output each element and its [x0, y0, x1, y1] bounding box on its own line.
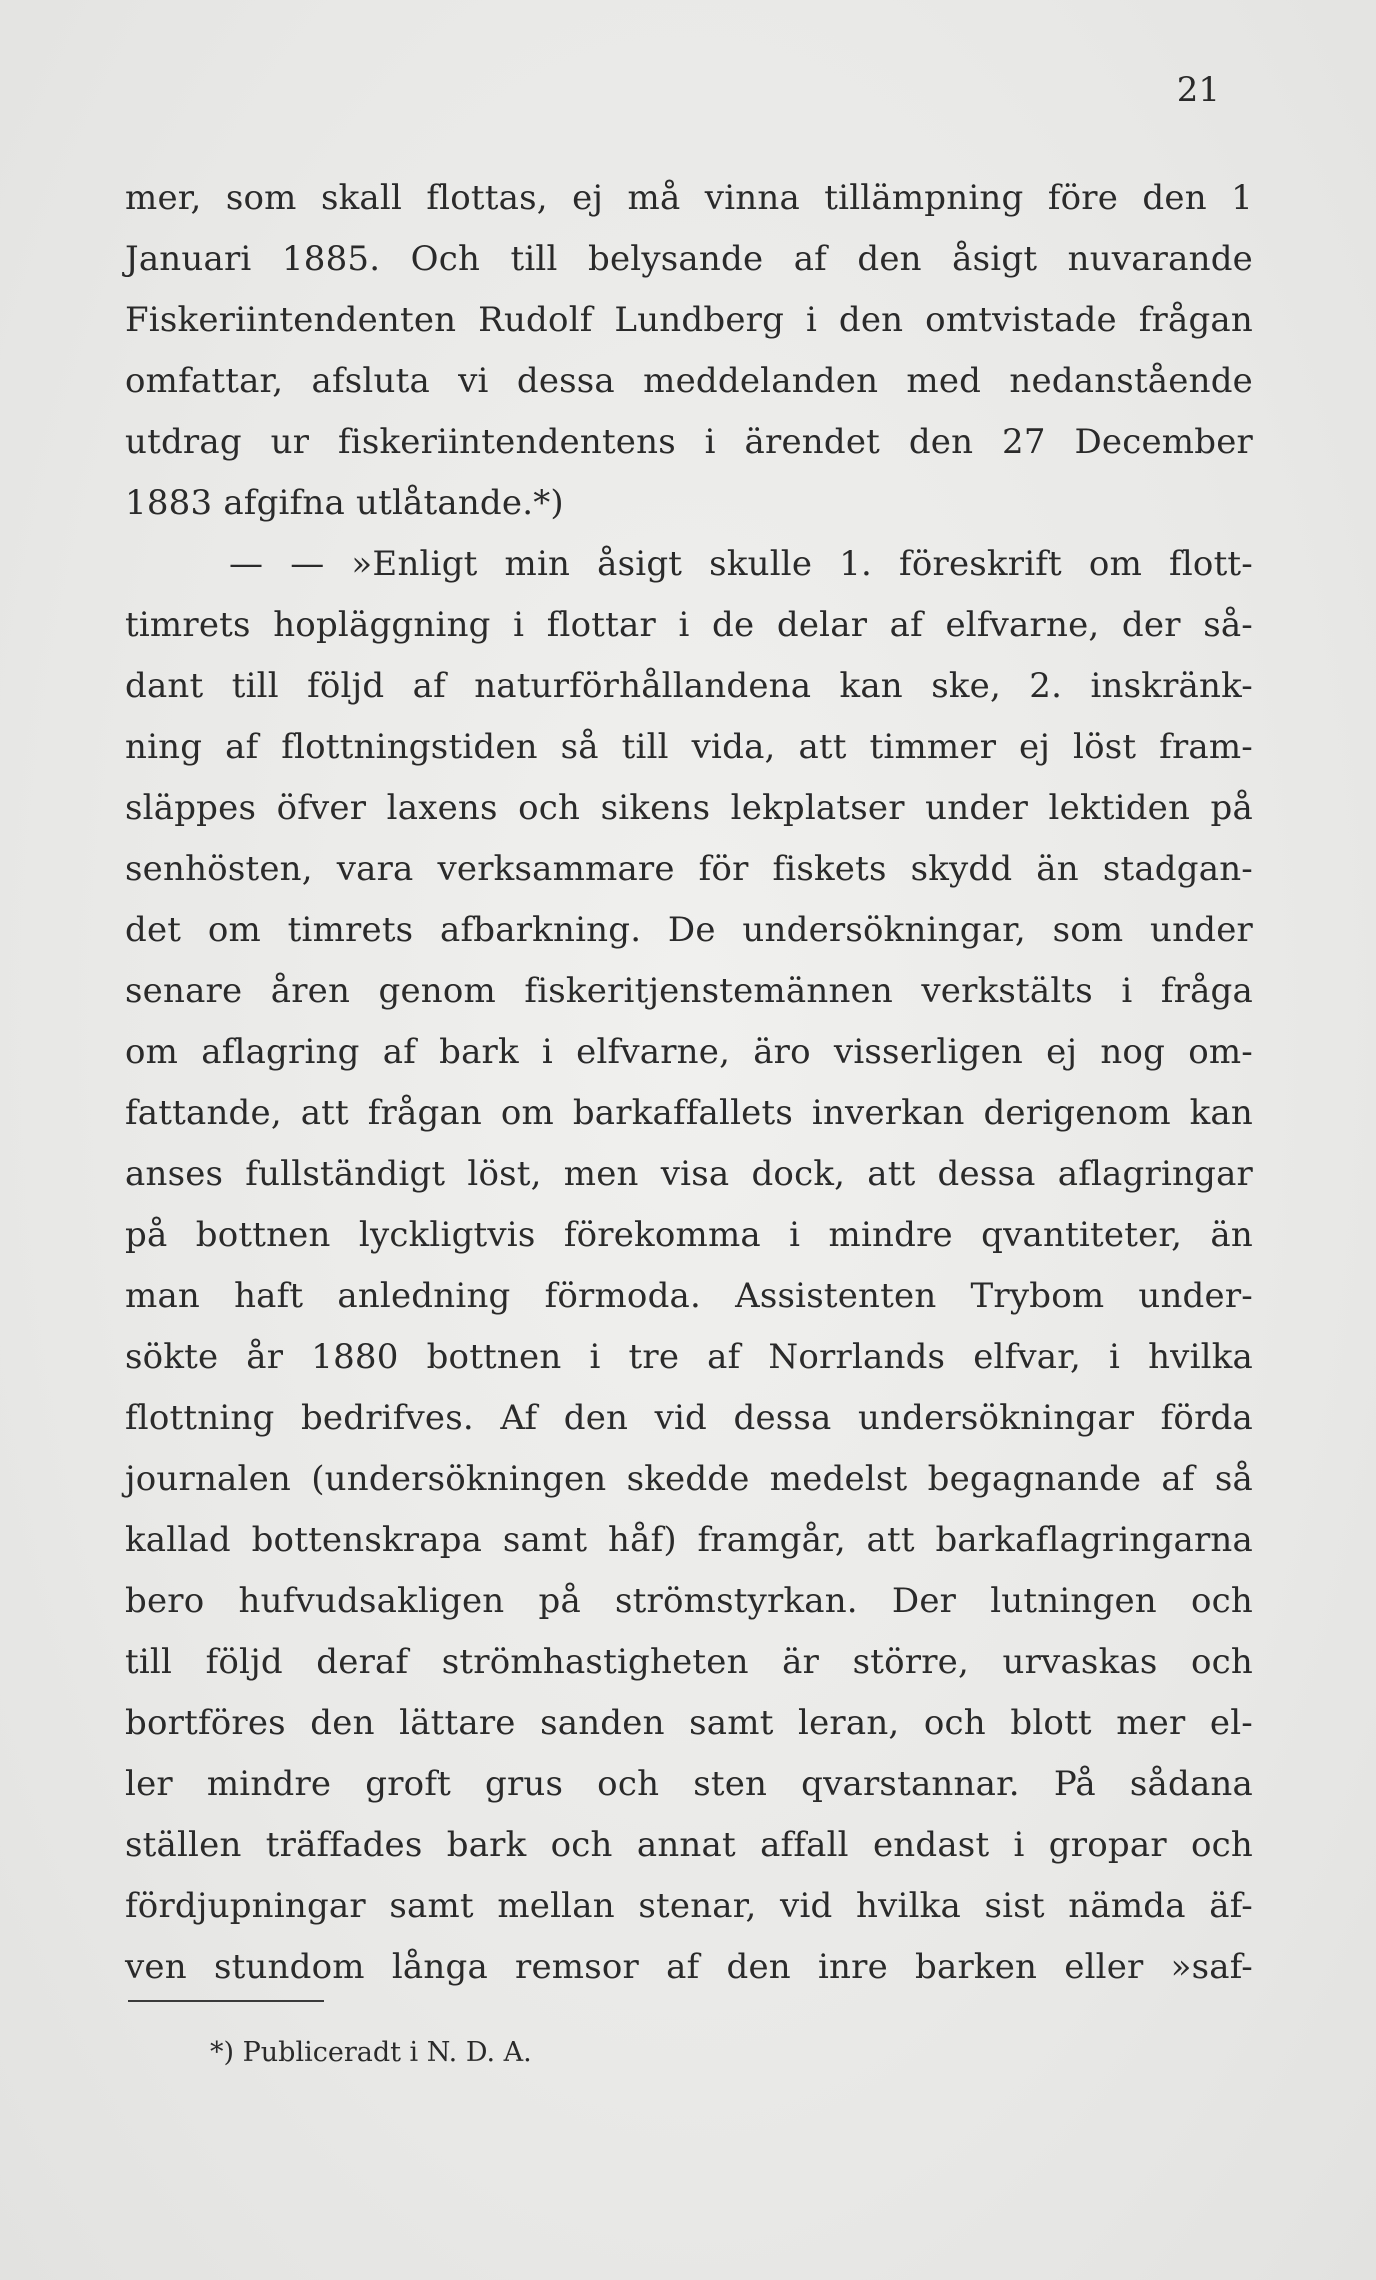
- text-line: senhösten, vara verksammare för fiskets skydd än stadgan-: [125, 849, 1253, 889]
- footnote-divider: [128, 2000, 324, 2002]
- text-line: om aflagring af bark i elfvarne, äro visserligen ej nog om-: [125, 1032, 1253, 1072]
- body-text: [125, 168, 1253, 1998]
- text-line: anses fullständigt löst, men visa dock, att dessa aflagringar: [125, 1154, 1253, 1194]
- text-line: senare åren genom fiskeritjenstemännen verkstälts i fråga: [125, 971, 1253, 1011]
- text-line: det om timrets afbarkning. De undersökningar, som under: [125, 910, 1253, 950]
- text-line: ning af flottningstiden så till vida, att timmer ej löst fram-: [125, 727, 1253, 767]
- text-line: fattande, att frågan om barkaffallets inverkan derigenom kan: [125, 1093, 1253, 1133]
- text-line: kallad bottenskrapa samt håf) framgår, att barkaflagringarna: [125, 1520, 1253, 1560]
- text-line: bero hufvudsakligen på strömstyrkan. Der lutningen och: [125, 1581, 1253, 1621]
- text-line: dant till följd af naturförhållandena kan ske, 2. inskränk-: [125, 666, 1253, 706]
- text-line: ven stundom långa remsor af den inre barken eller »saf-: [125, 1947, 1253, 1987]
- text-line: mer, som skall flottas, ej må vinna tillämpning före den 1: [125, 178, 1253, 218]
- text-line: ställen träffades bark och annat affall endast i gropar och: [125, 1825, 1253, 1865]
- text-line: sökte år 1880 bottnen i tre af Norrlands elfvar, i hvilka: [125, 1337, 1253, 1377]
- text-line: Fiskeriintendenten Rudolf Lundberg i den omtvistade frågan: [125, 300, 1253, 340]
- text-line: ler mindre groft grus och sten qvarstannar. På sådana: [125, 1764, 1253, 1804]
- text-line: fördjupningar samt mellan stenar, vid hvilka sist nämda äf-: [125, 1886, 1253, 1926]
- text-line: journalen (undersökningen skedde medelst begagnande af så: [125, 1459, 1253, 1499]
- text-line: bortföres den lättare sanden samt leran, och blott mer el-: [125, 1703, 1253, 1743]
- text-line: på bottnen lyckligtvis förekomma i mindre qvantiteter, än: [125, 1215, 1253, 1255]
- text-line: man haft anledning förmoda. Assistenten Trybom under-: [125, 1276, 1253, 1316]
- text-line: Januari 1885. Och till belysande af den åsigt nuvarande: [125, 239, 1253, 279]
- text-line: till följd deraf strömhastigheten är större, urvaskas och: [125, 1642, 1253, 1682]
- text-line: släppes öfver laxens och sikens lekplatser under lektiden på: [125, 788, 1253, 828]
- text-line: timrets hopläggning i flottar i de delar af elfvarne, der så-: [125, 605, 1253, 645]
- footnote: *) Publiceradt i N. D. A.: [210, 2037, 532, 2068]
- text-line: flottning bedrifves. Af den vid dessa undersökningar förda: [125, 1398, 1253, 1438]
- page-number: 21: [1176, 70, 1220, 110]
- text-line: omfattar, afsluta vi dessa meddelanden med nedanstående: [125, 361, 1253, 401]
- text-line: — — »Enligt min åsigt skulle 1. föreskrift om flott-: [229, 544, 1253, 584]
- text-line: 1883 afgifna utlåtande.*): [125, 483, 564, 523]
- text-line: utdrag ur fiskeriintendentens i ärendet den 27 December: [125, 422, 1253, 462]
